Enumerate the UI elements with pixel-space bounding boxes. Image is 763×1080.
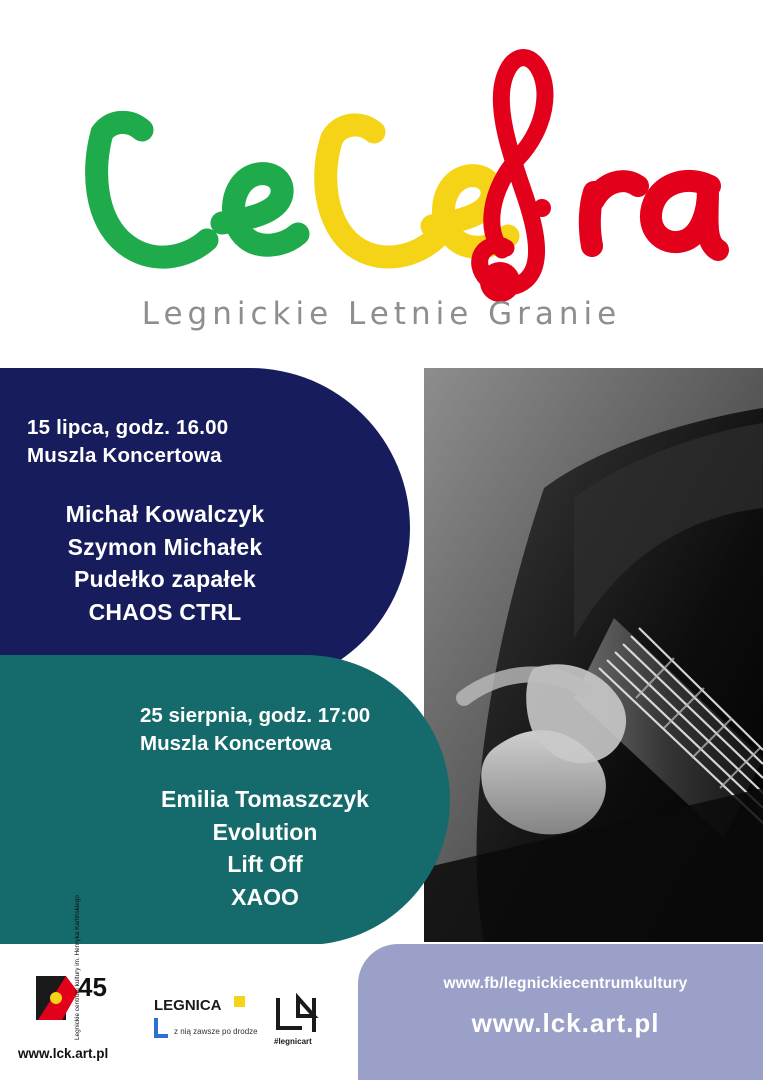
event-1-date: 15 lipca, godz. 16.00 — [27, 416, 229, 439]
event-2-performers — [100, 783, 430, 914]
performer: CHAOS CTRL — [88, 598, 242, 625]
guitar-photo-illustration — [424, 368, 763, 942]
facebook-link[interactable]: www.fb/legnickiecentrumkultury — [443, 975, 688, 992]
lck-website-url[interactable]: www.lck.art.pl — [18, 1046, 109, 1061]
performer: Michał Kowalczyk — [65, 501, 265, 527]
performer: Evolution — [212, 818, 318, 845]
event-2-date: 25 sierpnia, godz. 17:00 — [140, 704, 371, 727]
festival-logo — [0, 18, 763, 318]
performer: Pudełko zapałek — [74, 566, 256, 593]
event-1-performers — [0, 498, 330, 629]
performer: XAOO — [231, 883, 299, 910]
performer: Szymon Michałek — [67, 533, 263, 560]
lck-logo-caption: Legnickie centrum kultury im. Henryka Karlińskiego — [74, 895, 81, 1040]
performer: Emilia Tomaszczyk — [161, 786, 369, 812]
legnica-logo — [152, 992, 262, 1040]
logo-lettering — [32, 18, 732, 308]
legnicart-logo — [268, 992, 342, 1048]
event-1-venue: Muszla Koncertowa — [27, 443, 222, 467]
event-block-2 — [0, 655, 450, 945]
event-2-when — [140, 702, 370, 757]
lck-logo-mark — [34, 962, 144, 1040]
performer: Lift Off — [227, 851, 303, 878]
svg-text:LEGNICA: LEGNICA — [154, 997, 222, 1014]
event-block-1 — [0, 368, 410, 688]
lck-logo — [34, 962, 144, 1040]
poster-subtitle: Legnickie Letnie Granie — [141, 296, 622, 332]
event-1-when — [27, 414, 228, 469]
guitar-photo — [424, 368, 763, 942]
legnica-logo-mark — [152, 992, 264, 1040]
website-link[interactable]: www.lck.art.pl — [471, 1008, 660, 1038]
svg-text:#legnicart: #legnicart — [274, 1037, 312, 1046]
svg-text:z nią zawsze po drodze: z nią zawsze po drodze — [174, 1027, 258, 1036]
event-2-venue: Muszla Koncertowa — [140, 731, 332, 755]
legnicart-logo-mark — [268, 992, 342, 1048]
svg-text:45: 45 — [78, 972, 107, 1002]
